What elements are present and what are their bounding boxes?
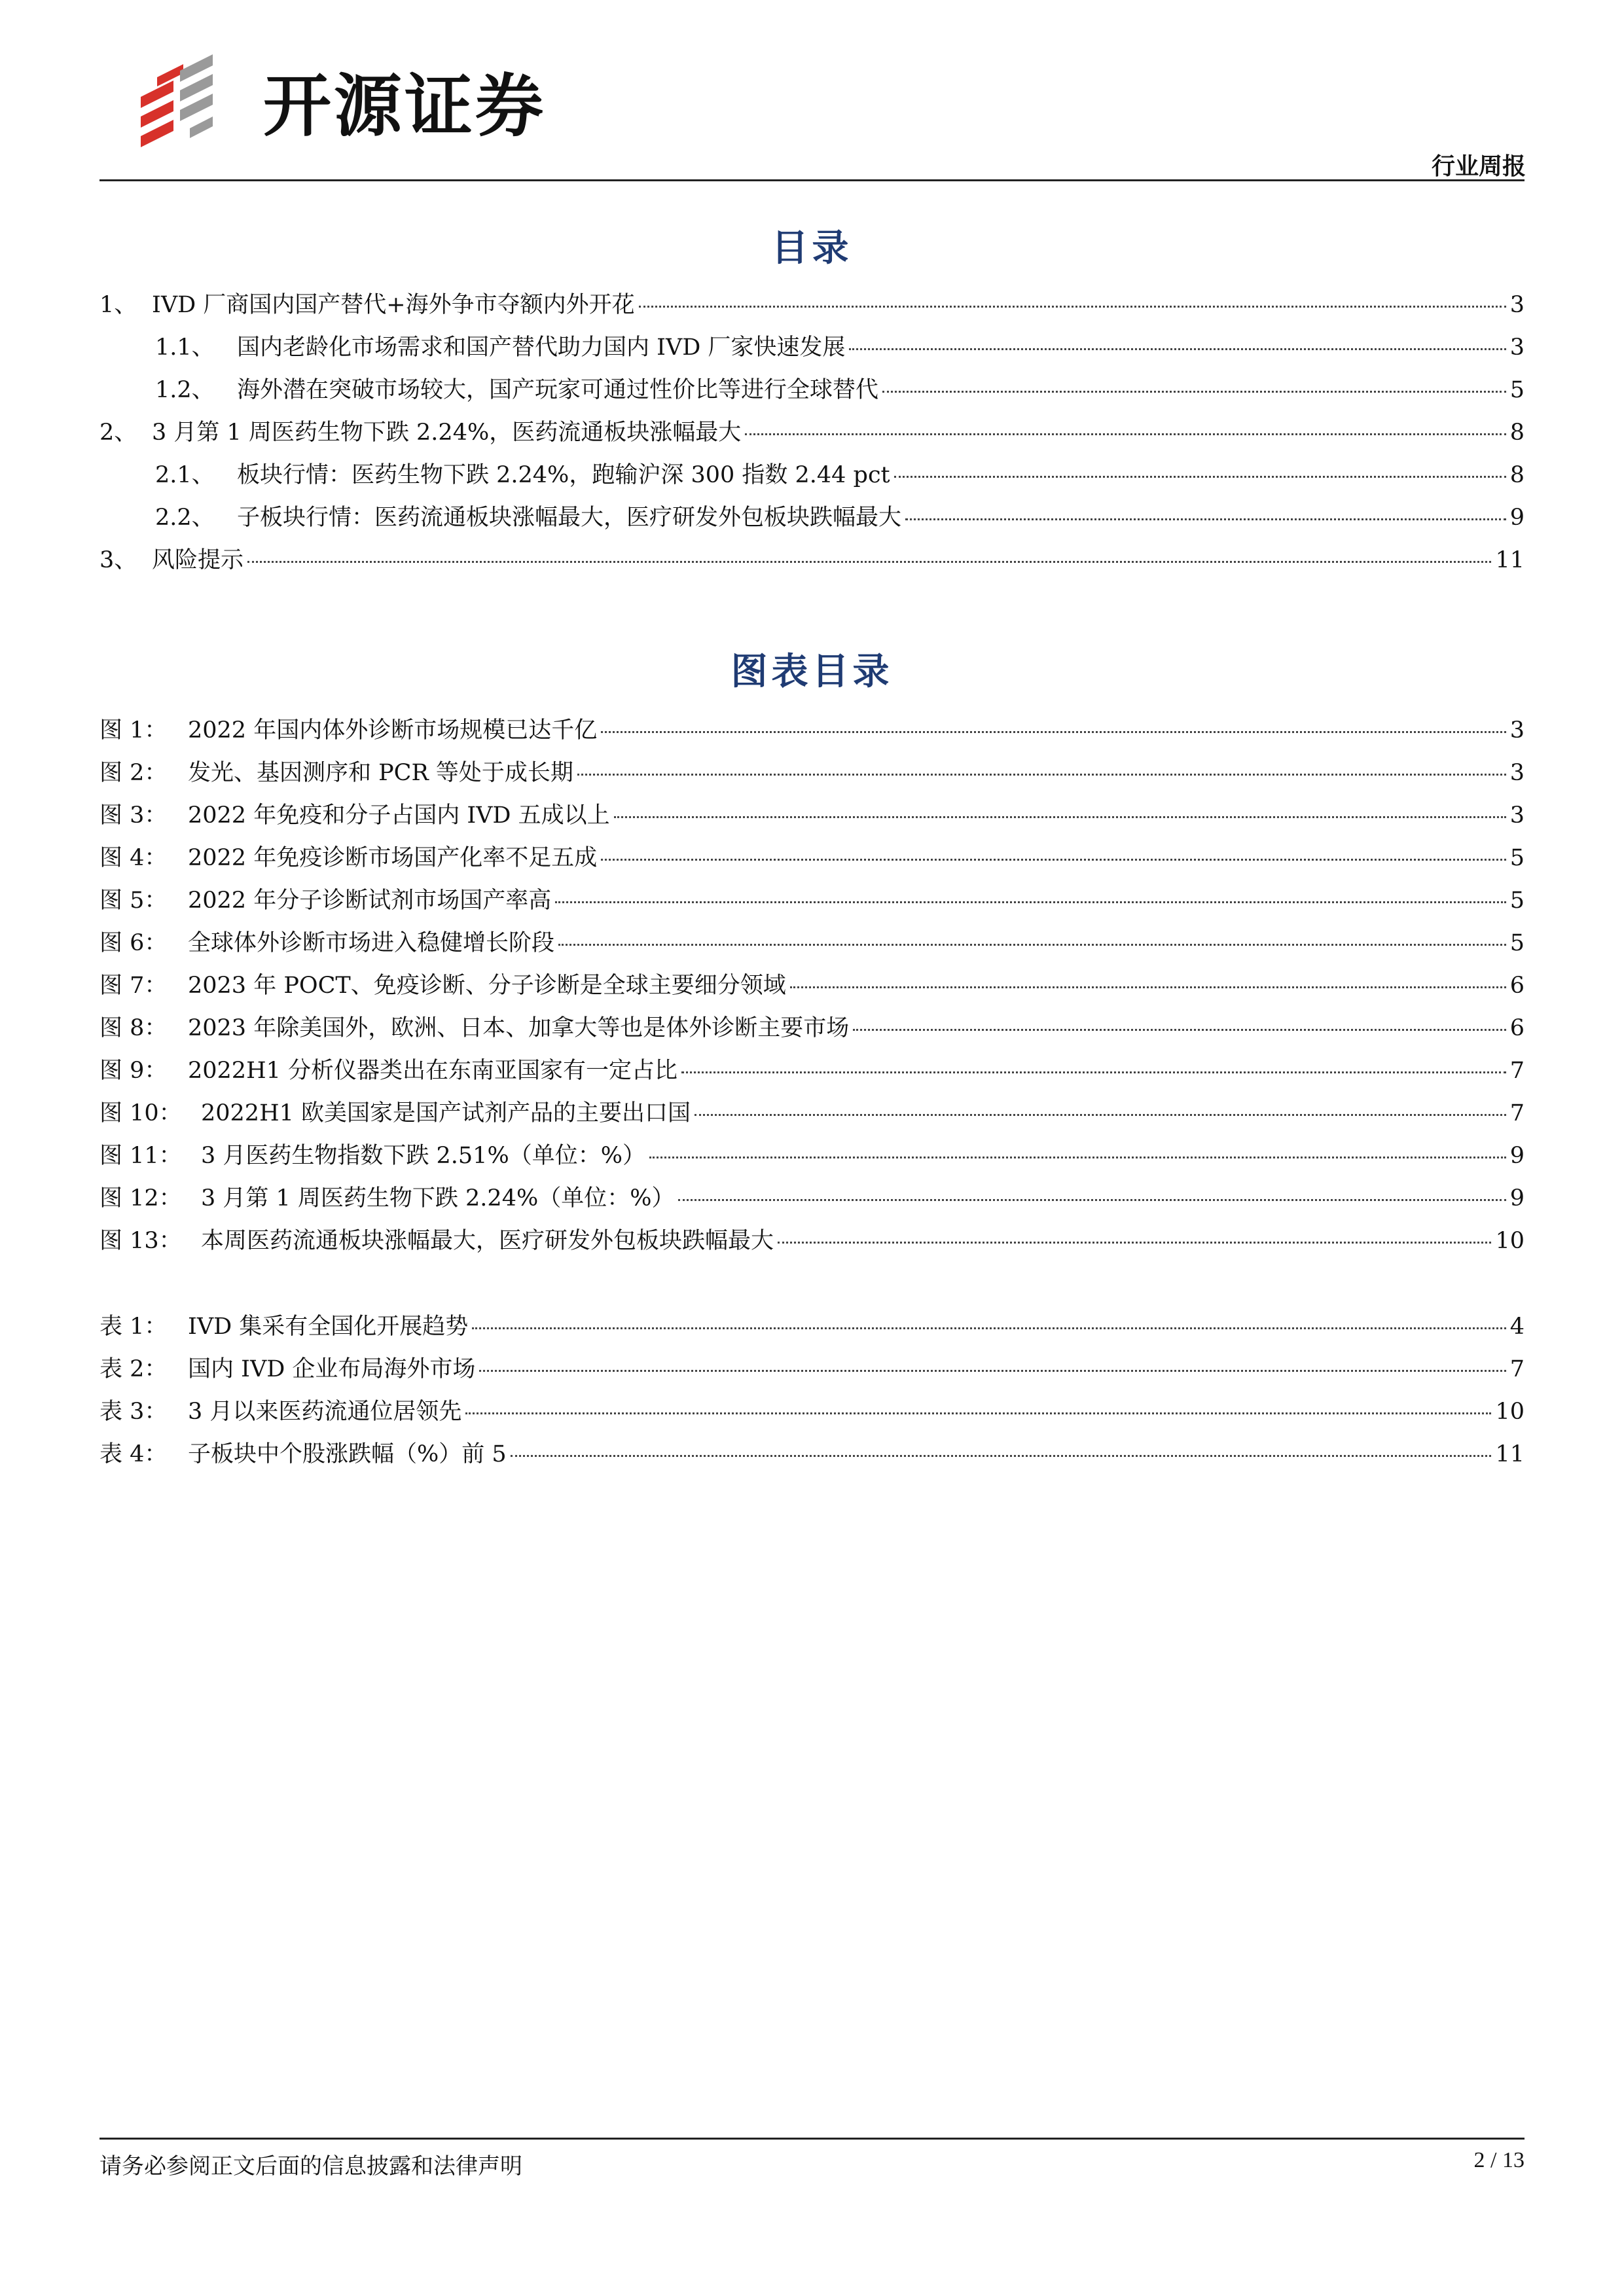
entry-label	[99, 882, 551, 915]
figure-entry-7[interactable]	[99, 967, 1525, 1010]
entry-text: IVD 厂商国内国产替代+海外争市夺额内外开花	[152, 292, 635, 318]
entry-number: 1.1、	[155, 334, 215, 361]
dot-leader	[465, 1412, 1491, 1414]
entry-number: 表 2：	[99, 1356, 168, 1382]
entry-text: 2023 年 POCT、免疫诊断、分子诊断是全球主要细分领域	[188, 973, 786, 999]
entry-label	[155, 372, 878, 404]
toc-entry-5[interactable]	[99, 457, 1525, 499]
entry-number: 2、	[99, 420, 137, 446]
dot-leader	[745, 433, 1506, 435]
figure-entry-12[interactable]	[99, 1180, 1525, 1223]
entry-text: 3 月第 1 周医药生物下跌 2.24%（单位：%）	[201, 1185, 675, 1211]
entry-label	[99, 1052, 677, 1085]
entry-page-number: 3	[1509, 802, 1525, 829]
toc-entry-1[interactable]	[99, 287, 1525, 329]
entry-page-number: 5	[1509, 888, 1525, 914]
figure-entry-8[interactable]	[99, 1010, 1525, 1052]
toc-title: 目录	[771, 227, 853, 270]
entry-text: IVD 集采有全国化开展趋势	[188, 1314, 469, 1340]
entry-number: 图 13：	[99, 1228, 182, 1254]
entry-number: 2.2、	[155, 505, 215, 531]
figure-entry-5[interactable]	[99, 882, 1525, 925]
brand-logo	[134, 51, 546, 149]
dot-leader	[853, 1029, 1506, 1031]
entry-label	[99, 967, 786, 1000]
table-entry-2[interactable]	[99, 1351, 1525, 1393]
entry-text: 2022 年国内体外诊断市场规模已达千亿	[188, 717, 598, 744]
figure-entry-2[interactable]	[99, 755, 1525, 797]
entry-label	[99, 1138, 645, 1170]
dot-leader	[247, 561, 1491, 563]
disclaimer-text: 请务必参阅正文后面的信息披露和法律声明	[99, 2153, 522, 2179]
footer-divider	[99, 2138, 1525, 2140]
entry-number: 表 1：	[99, 1314, 168, 1340]
entry-text: 板块行情：医药生物下跌 2.24%，跑输沪深 300 指数 2.44 pct	[237, 462, 890, 488]
dot-leader	[849, 348, 1506, 350]
entry-number: 图 7：	[99, 973, 168, 999]
entry-page-number: 3	[1509, 717, 1525, 744]
entry-number: 图 3：	[99, 802, 168, 829]
entry-text: 3 月医药生物指数下跌 2.51%（单位：%）	[201, 1143, 645, 1169]
entry-text: 子板块中个股涨跌幅（%）前 5	[188, 1441, 507, 1467]
entry-page-number: 8	[1509, 420, 1525, 446]
toc-entry-7[interactable]	[99, 542, 1525, 584]
entry-text: 全球体外诊断市场进入稳健增长阶段	[188, 930, 555, 956]
entry-page-number: 9	[1509, 1185, 1525, 1211]
figure-entry-1[interactable]	[99, 712, 1525, 755]
dot-leader	[695, 1114, 1506, 1116]
page-number: 2 / 13	[1473, 2148, 1525, 2172]
entry-number: 图 12：	[99, 1185, 182, 1211]
dot-leader	[639, 306, 1506, 308]
entry-text: 发光、基因测序和 PCR 等处于成长期	[188, 760, 573, 786]
entry-number: 1.2、	[155, 377, 215, 403]
table-entry-1[interactable]	[99, 1308, 1525, 1351]
dot-leader	[681, 1071, 1506, 1073]
entry-label	[99, 287, 635, 319]
entry-number: 图 9：	[99, 1058, 168, 1084]
header-divider	[99, 179, 1525, 181]
entry-page-number: 5	[1509, 845, 1525, 871]
entry-label	[155, 499, 901, 532]
entry-label	[99, 542, 244, 575]
entry-label	[155, 329, 845, 362]
figure-entry-6[interactable]	[99, 925, 1525, 967]
entry-text: 2022 年免疫诊断市场国产化率不足五成	[188, 845, 598, 871]
entry-number: 表 3：	[99, 1399, 168, 1425]
entry-page-number: 4	[1509, 1314, 1525, 1340]
dot-leader	[894, 476, 1506, 478]
figure-entry-10[interactable]	[99, 1095, 1525, 1138]
entry-page-number: 5	[1509, 377, 1525, 403]
entry-label	[99, 414, 741, 447]
entry-label	[99, 1223, 774, 1255]
figure-entry-11[interactable]	[99, 1138, 1525, 1180]
entry-page-number: 7	[1509, 1058, 1525, 1084]
entry-label	[99, 1180, 674, 1213]
dot-leader	[479, 1370, 1506, 1372]
entry-number: 图 8：	[99, 1015, 168, 1041]
entry-page-number: 7	[1509, 1100, 1525, 1126]
entry-text: 2022H1 欧美国家是国产试剂产品的主要出口国	[201, 1100, 691, 1126]
toc-entry-6[interactable]	[99, 499, 1525, 542]
entry-label	[99, 712, 597, 745]
entry-text: 2022 年分子诊断试剂市场国产率高	[188, 888, 552, 914]
figure-entry-13[interactable]	[99, 1223, 1525, 1265]
entry-number: 2.1、	[155, 462, 215, 488]
entry-text: 海外潜在突破市场较大，国产玩家可通过性价比等进行全球替代	[237, 377, 879, 403]
entry-page-number: 5	[1509, 930, 1525, 956]
entry-page-number: 7	[1509, 1356, 1525, 1382]
entry-label	[99, 1010, 849, 1043]
toc-entry-2[interactable]	[99, 329, 1525, 372]
entry-number: 图 2：	[99, 760, 168, 786]
entry-number: 表 4：	[99, 1441, 168, 1467]
dot-leader	[790, 986, 1506, 988]
entry-page-number: 6	[1509, 1015, 1525, 1041]
entry-text: 本周医药流通板块涨幅最大，医疗研发外包板块跌幅最大	[201, 1228, 774, 1254]
entry-text: 2022 年免疫和分子占国内 IVD 五成以上	[188, 802, 610, 829]
entry-number: 图 5：	[99, 888, 168, 914]
entry-number: 图 10：	[99, 1100, 182, 1126]
entry-page-number: 11	[1495, 1441, 1525, 1467]
entry-page-number: 8	[1509, 462, 1525, 488]
figure-entry-3[interactable]	[99, 797, 1525, 840]
entry-text: 2023 年除美国外，欧洲、日本、加拿大等也是体外诊断主要市场	[188, 1015, 850, 1041]
entry-label	[99, 1436, 507, 1469]
entry-text: 国内 IVD 企业布局海外市场	[188, 1356, 476, 1382]
figure-list	[99, 712, 1525, 1265]
toc-list	[99, 287, 1525, 584]
entry-text: 国内老龄化市场需求和国产替代助力国内 IVD 厂家快速发展	[237, 334, 846, 361]
entry-text: 子板块行情：医药流通板块涨幅最大，医疗研发外包板块跌幅最大	[237, 505, 902, 531]
dot-leader	[511, 1455, 1492, 1457]
entry-page-number: 10	[1495, 1399, 1525, 1425]
dot-leader	[614, 816, 1506, 818]
entry-number: 1、	[99, 292, 137, 318]
dot-leader	[905, 518, 1506, 520]
toc-entry-4[interactable]	[99, 414, 1525, 457]
brand-logo-icon	[134, 51, 249, 149]
dot-leader	[555, 901, 1506, 903]
toc-entry-3[interactable]	[99, 372, 1525, 414]
table-entry-3[interactable]	[99, 1393, 1525, 1436]
entry-label	[155, 457, 890, 490]
dot-leader	[601, 731, 1506, 733]
entry-text: 3 月以来医药流通位居领先	[188, 1399, 462, 1425]
entry-label	[99, 797, 610, 830]
entry-page-number: 3	[1509, 760, 1525, 786]
entry-label	[99, 840, 597, 872]
entry-number: 3、	[99, 547, 137, 573]
entry-number: 图 1：	[99, 717, 168, 744]
entry-label	[99, 925, 554, 958]
report-type-label: 行业周报	[1431, 153, 1526, 180]
table-list	[99, 1308, 1525, 1479]
entry-number: 图 4：	[99, 845, 168, 871]
dot-leader	[472, 1327, 1506, 1329]
figures-title: 图表目录	[731, 651, 893, 693]
entry-page-number: 11	[1495, 547, 1525, 573]
entry-label	[99, 1095, 691, 1128]
dot-leader	[558, 944, 1506, 946]
figure-entry-9[interactable]	[99, 1052, 1525, 1095]
figure-entry-4[interactable]	[99, 840, 1525, 882]
entry-label	[99, 1351, 475, 1384]
entry-page-number: 3	[1509, 292, 1525, 318]
dot-leader	[649, 1157, 1506, 1158]
entry-page-number: 10	[1495, 1228, 1525, 1254]
entry-label	[99, 755, 573, 787]
dot-leader	[678, 1199, 1506, 1201]
table-entry-4[interactable]	[99, 1436, 1525, 1479]
entry-label	[99, 1308, 468, 1341]
entry-number: 图 6：	[99, 930, 168, 956]
entry-page-number: 6	[1509, 973, 1525, 999]
dot-leader	[577, 774, 1506, 776]
entry-label	[99, 1393, 461, 1426]
dot-leader	[601, 859, 1506, 861]
entry-text: 3 月第 1 周医药生物下跌 2.24%，医药流通板块涨幅最大	[152, 420, 742, 446]
entry-number: 图 11：	[99, 1143, 182, 1169]
brand-name: 开源证券	[263, 66, 547, 146]
entry-text: 2022H1 分析仪器类出在东南亚国家有一定占比	[188, 1058, 677, 1084]
entry-page-number: 9	[1509, 505, 1525, 531]
dot-leader	[882, 391, 1506, 393]
entry-page-number: 9	[1509, 1143, 1525, 1169]
entry-text: 风险提示	[152, 547, 244, 573]
entry-page-number: 3	[1509, 334, 1525, 361]
dot-leader	[778, 1242, 1491, 1244]
